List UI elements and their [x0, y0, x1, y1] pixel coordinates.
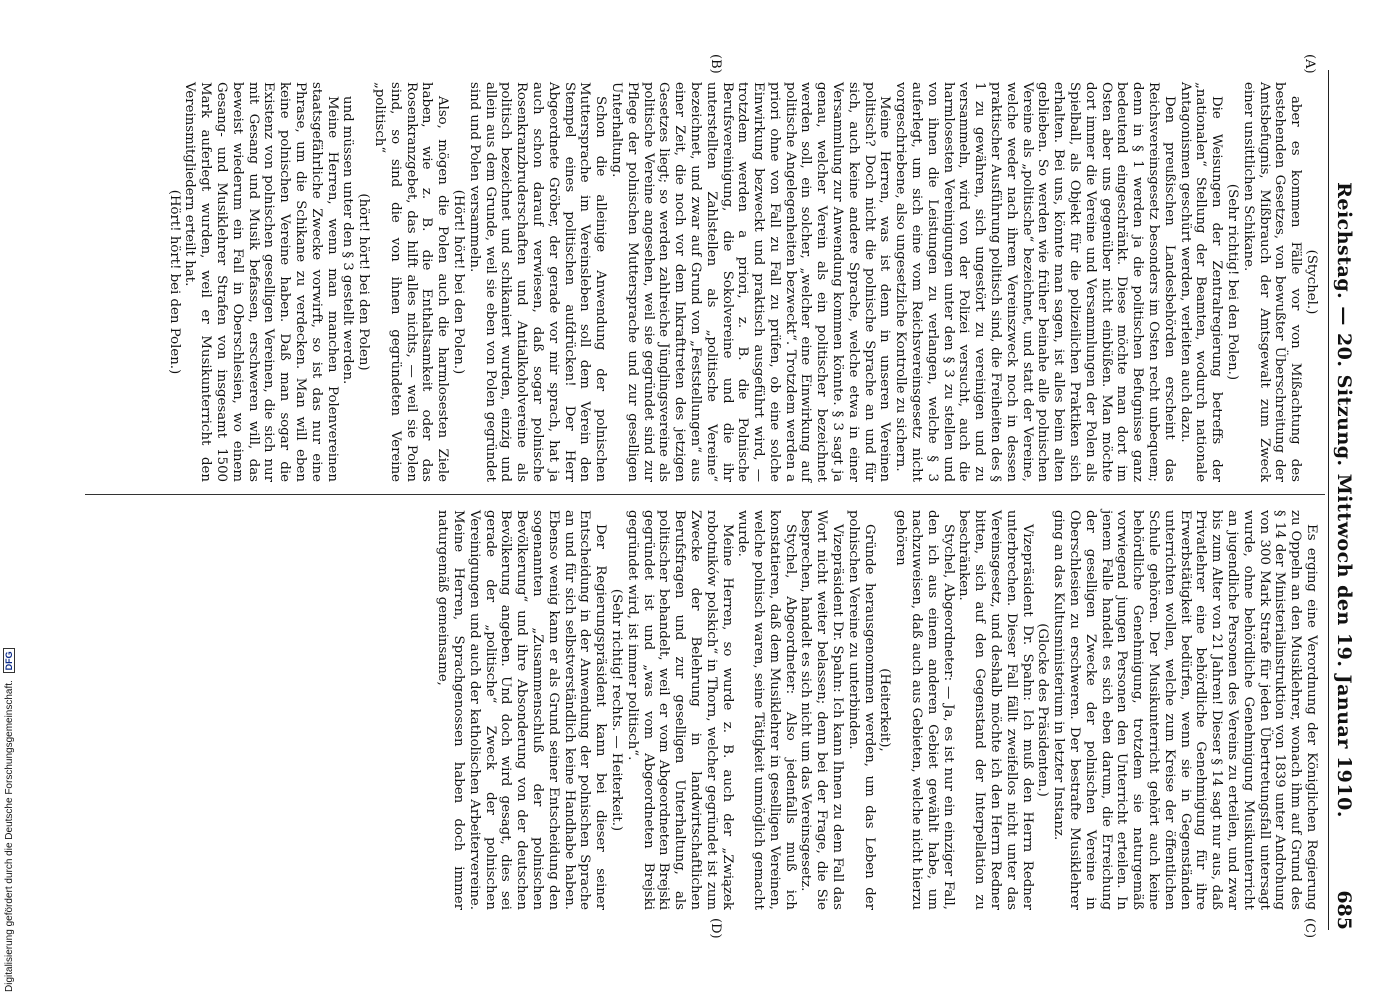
- page-title: Reichstag. — 20. Sitzung. Mittwoch den 19. Januar 1910.: [1333, 182, 1355, 818]
- paragraph: Der Regierungspräsident kann bei dieser seiner Entscheidung in der Anwendung der polnischen Sprache an und für sich selbstverständlich keine Handhabe haben. Ebenso wenig kann er als Grund seiner Entscheidung den sogenannten „Zusammenschluß der polnischen Bevölkerung“ und ihre Absonderung von der deutschen Bevölkerung angeben. Und doch wird gesagt, dies sei gerade der „politische“ Zweck der polnischen Vereinigungen und auch der katholischen Arbeitervereine. Meine Herren, Sprachgenossen haben doch immer naturgemäß gemeinsame,: [435, 510, 609, 910]
- paragraph: Stychel, Abgeordneter: — Ja, es ist nur ein einziger Fall, den ich aus einem anderen Gebiet gewählt habe, um nachzuweisen, daß auch aus Gebieten, welche nicht hierzu gehören: [893, 510, 956, 910]
- left-column: [166, 82, 1319, 482]
- paragraph: Stychel, Abgeordneter: Also jedenfalls muß ich konstatieren, daß dem Musiklehrer in geselligen Vereinen, welche polnisch waren, seine Tätigkeit unmöglich gemacht wurde.: [735, 510, 798, 910]
- paragraph: Vizepräsident Dr. Spahn: Ich kann Ihnen zu dem Fall das Wort nicht weiter belassen; denn bei der Frage, die Sie besprechen, handelt es sich nicht um das Vereinsgesetz.: [798, 510, 846, 910]
- margin-marker-b: (B): [708, 54, 723, 74]
- paragraph: Es erging eine Verordnung der Königlichen Regierung zu Oppeln an den Musiklehrer, wonach ihm auf Grund des § 14 der Ministerialinstruktion von 1839 unter Androhung von 300 Mark Strafe für jeden Übertretungsfall untersagt wurde, ohne behördliche Genehmigung Musikunterricht an jugendliche Personen des Vereins zu erteilen, und zwar bis zum Alter von 21 Jahren! Dieser § 14 sagt nur aus, daß Privatlehrer eine behördliche Genehmigung für ihre Erwerbstätigkeit bedürfen, wenn sie in Gegenständen unterrichten wollen, welche zum Kreise der öffentlichen Schule gehören. Der Musikunterricht gehört auch keine behördliche Genehmigung, trotzdem sie naturgemäß vorwiegend jungen Personen den Unterricht erteilen. In jenem Falle handelt es sich eben darum, die Erreichung der geselligen Zwecke der polnischen Vereine in Oberschlesien zu erschweren. Der bestrafte Musiklehrer ging an das Kultusministerium in letzter Instanz.: [1051, 510, 1319, 910]
- paragraph: aber es kommen Fälle vor von Mißachtung des bestehenden Gesetzes, von bewußter Überschreitung der Amtsbefugnis, Mißbrauch der Amtsgewalt zum Zweck einer unsittlichen Schikane.: [1240, 82, 1304, 482]
- paragraph: Gründe herausgenommen werden, um das Leben der polnischen Vereine zu unterbinden.: [845, 510, 877, 910]
- page-number: 685: [1333, 890, 1355, 930]
- credit-text: Digitalisierung gefördert durch die Deutsche Forschungsgemeinschaft.: [4, 680, 15, 992]
- paragraph: Meine Herren, wenn man manchen Polenvereinen staatsgefährliche Zwecke vorwirft, so ist das nur eine Phrase, um die Schikane zu verdecken. Man will eben keine polnischen Vereine haben. Daß man sogar die Existenz von polnischen geselligen Vereinen, die sich nur mit Gesang und Musik befassen, erschweren will, das beweist wiederum ein Fall in Oberschlesien, wo einem Gesang- und Musiklehrer Strafen von insgesamt 1500 Mark auferlegt wurden, weil er Musikunterricht den Vereinsmitgliedern erteilt hat.: [182, 82, 340, 482]
- column-separator: [85, 494, 1325, 495]
- margin-marker-c: (C): [1302, 918, 1317, 939]
- interjection: (Sehr richtig! rechts. — Heiterkeit.): [608, 588, 624, 832]
- margin-marker-d: (D): [708, 918, 723, 939]
- paragraph: Die Weisungen der Zentralregierung betreffs der „nationalen“ Stellung der Beamten, wodurch nationale Antagonismen geschürt werden, verleiten auch dazu.: [1177, 82, 1225, 482]
- paragraph: Meine Herren, was ist denn in unseren Vereinen politisch? Doch nicht die polnische Sprache an und für sich, auch keine andere Sprache, welche etwa in einer Versammlung zur Anwendung kommen könnte. § 3 sagt ja genau, welcher Verein als ein politischer bezeichnet werden soll, ein solcher, „welcher eine Einwirkung auf politische Angelegenheiten bezweckt“. Trotzdem werden a priori ohne von Fall zu Fall zu prüfen, ob eine solche Einwirkung bezweckt und praktisch ausgeführt wird, — trotzdem werden a priori, z. B. die Polnische Berufsvereinigung, die Sokolvereine und die ihr unterstellten Zahlstellen als „politische Vereine“ bezeichnet, und zwar auf Grund von „Feststellungen“ aus einer Zeit, die noch vor dem Inkrafttreten des jetzigen Gesetzes liegt; so werden zahlreiche Jünglingsvereine als politische Vereine angesehen, weil sie gegründet sind zur Pflege der polnischen Muttersprache und zur geselligen Unterhaltung.: [608, 82, 893, 482]
- dfg-logo: DFG: [3, 648, 15, 673]
- page-content: [20, 0, 1383, 1000]
- paragraph: Schon die alleinige Anwendung der polnischen Muttersprache im Vereinsleben soll dem Verein den Stempel eines politischen aufdrücken! Der Herr Abgeordnete Gröber, der gerade vor mir sprach, hat ja auch schon darauf verwiesen, daß sogar polnische Rosenkranzbruderschaften und Antialkoholvereine als politisch bezeichnet und schikaniert wurden, einzig und allein aus dem Grunde, weil sie eben von Polen gegründet sind und Polen versammeln.: [466, 82, 609, 482]
- interjection: (Hört! hört! bei den Polen.): [166, 189, 182, 375]
- interjection: (Sehr richtig! bei den Polen.): [1225, 183, 1241, 381]
- margin-marker-a: (A): [1302, 54, 1317, 74]
- right-column: [434, 510, 1319, 910]
- paragraph: und müssen unter den § 3 gestellt werden.: [340, 96, 356, 385]
- interjection: (Stychel.): [1304, 249, 1319, 315]
- page-header: [1328, 70, 1359, 930]
- interjection: (Hört! hört! bei den Polen.): [450, 189, 466, 375]
- paragraph: Also, mögen die Polen auch die harmlosesten Ziele haben, wie z. B. die Enthaltsamkeit oder das Rosenkranzgebet, das hilft alles nichts, — weil sie Polen sind, so sind die von ihnen gegründeten Vereine „politisch“: [371, 82, 451, 482]
- paragraph: Den preußischen Landesbehörden erscheint das Reichsvereinsgesetz besonders im Osten recht unbequem; denn in § 1 werden ja die politischen Befugnisse ganz bedeutend eingeschränkt. Diese möchte man dort im Osten aber uns gegenüber nicht einbüßen. Man möchte dort immer die Vereine und Versammlungen der Polen als Spielball, als Objekt für die polizeilichen Praktiken sich erhalten. Bei uns, könnte man sagen, ist alles beim alten geblieben. So werden wie früher beinahe alle polnischen Vereine als „politische“ bezeichnet, und statt der Vereine, welche weder nach ihrem Vereinszweck noch in dessen praktischer Ausführung politisch sind, die Freiheiten des § 1 zu gewähren, sich ungestört zu vereinigen und zu versammeln, wird von der Polizei versucht, auch die harmlosesten Vereinigungen unter den § 3 zu stellen und von ihnen die Leistungen zu verlangen, welche § 3 auferlegt, um sich eine vom Reichsvereinsgesetz nicht vorgeschriebene, also ungesetzliche Kontrolle zu sichern.: [893, 82, 1177, 482]
- interjection: (Heiterkeit),: [877, 668, 893, 752]
- paragraph: Vizepräsident Dr. Spahn: Ich muß den Herrn Redner unterbrechen. Dieser Fall fällt zweifellos nicht unter das Vereinsgesetz, und deshalb möchte ich den Herrn Redner bitten, sich auf den Gegenstand der Interpellation zu beschränken.: [956, 510, 1035, 910]
- interjection: (hört! hört! bei den Polen): [356, 193, 372, 371]
- interjection: (Glocke des Präsidenten.): [1035, 623, 1051, 797]
- paragraph: Meine Herren, so wurde z. B. auch der „Związek robotników polskich“ in Thorn, welcher gegründet ist zum Zwecke der Belehrung in landwirtschaftlichen Berufsfragen und zur geselligen Unterhaltung, als politischer behandelt, weil er vom Abgeordneten Brejski gegründet ist und „was vom Abgeordneten Brejski gegründet wird, ist immer politisch“.: [624, 510, 735, 910]
